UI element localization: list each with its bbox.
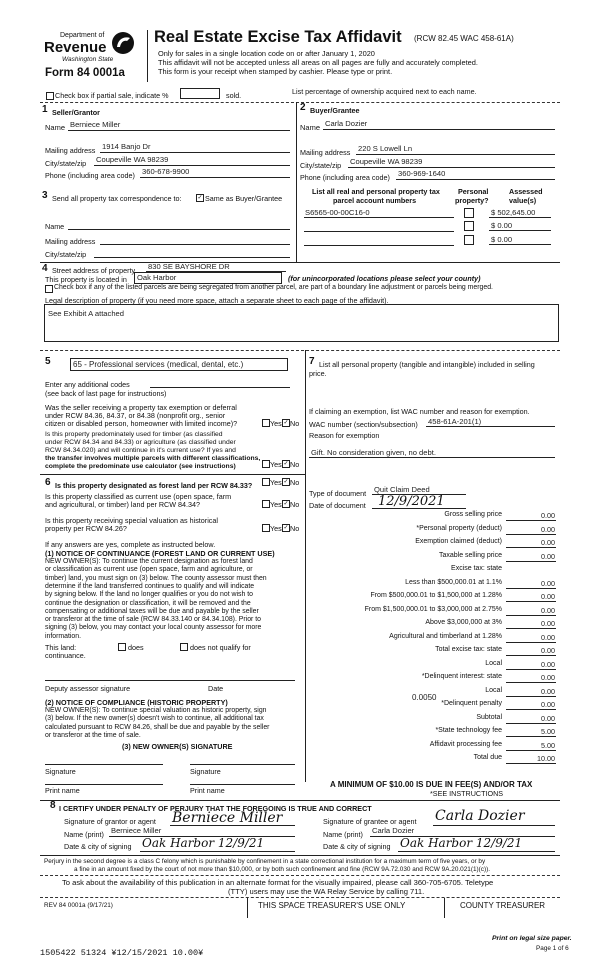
buyer-name-field[interactable]: Carla Dozier (325, 119, 368, 128)
owner-print-name-label-2: Print name (190, 786, 225, 795)
perjury-notice-1: Perjury in the second degree is a class C felony which is punishable by confinement in a state correctional institution for a maximum term of five years, or by (44, 858, 486, 865)
notice-compliance-title: (2) NOTICE OF COMPLIANCE (HISTORIC PROPERTY) (45, 698, 228, 707)
new-owner-signature-title: (3) NEW OWNER(S) SIGNATURE (122, 742, 233, 751)
grantor-date-city-field[interactable]: Oak Harbor 12/9/21 (142, 836, 265, 850)
tax-row-underline (506, 534, 556, 535)
grantee-date-city-label: Date & city of signing (323, 842, 391, 851)
notice-line: information. (45, 632, 82, 640)
grantor-name-label: Name (print) (64, 830, 104, 839)
timber-no-label: No (290, 460, 300, 469)
segregated-label: Check box if any of the listed parcels are being segregated from another parcel, are part of a boundary line adjustment or parcels being merged. (54, 284, 493, 291)
tax-row-label: From $500,000.01 to $1,500,000 at 1.28% (370, 592, 502, 599)
historic-yes-label: Yes (270, 524, 282, 533)
state-line: Washington State (62, 56, 114, 63)
unincorporated-note: (for unincorporated locations please select your county) (288, 274, 481, 283)
parcel-heading-2: parcel account numbers (333, 196, 417, 205)
tax-row-value[interactable]: 0.00 (541, 632, 555, 642)
exemption-no-label: No (290, 419, 300, 428)
section-7-number: 7 (309, 356, 315, 367)
forest-no-label: No (290, 478, 300, 487)
tax-row-label: Local (485, 659, 502, 667)
tax-row-label: From $1,500,000.01 to $3,000,000 at 2.75% (364, 605, 502, 613)
grantor-signature-label: Signature of grantor or agent (64, 817, 156, 826)
timber-question-e: complete the predominate use calculator (see instructions) (45, 463, 236, 470)
notice-line: or transferor at the time of sale. (45, 731, 141, 739)
seller-heading: Seller/Grantor (52, 108, 100, 117)
perjury-notice-2: a fine in an amount fixed by the court of not more than $10,000, or by both such confinement and fine (RCW 9A.72.030 and RCW 9A.20.021(1)(c)). (74, 866, 490, 873)
grantee-signature[interactable]: Carla Dozier (435, 808, 525, 824)
parcel-heading-1: List all real and personal property tax (312, 187, 440, 196)
buyer-city-label: City/state/zip (300, 161, 342, 170)
grantor-signature[interactable]: Berniece Miller (172, 810, 283, 826)
assessed-value-1[interactable]: $ 502,645.00 (491, 208, 536, 217)
personal-property-text-1: List all personal property (tangible and intangible) included in selling (319, 360, 535, 369)
additional-codes-note: (see back of last page for instructions) (45, 389, 167, 398)
assessed-heading-1: Assessed (509, 187, 543, 196)
historic-yes-checkbox[interactable] (262, 524, 270, 532)
tax-row-value[interactable]: 0.00 (541, 592, 555, 601)
buyer-phone-label: Phone (including area code) (300, 173, 390, 182)
exemption-yes-label: Yes (270, 419, 282, 428)
document-type-label: Type of document (309, 489, 367, 498)
exemption-yes-checkbox[interactable] (262, 419, 270, 427)
tax-row-underline (506, 696, 556, 697)
notice-line: signing (3) below, you may contact your local county assessor for more (45, 624, 262, 632)
forest-yes-label: Yes (270, 478, 282, 487)
exemption-claim-text: If claiming an exemption, list WAC number and reason for exemption. (309, 407, 530, 416)
owner-signature-label-2: Signature (190, 767, 221, 776)
timber-no-checkbox[interactable]: ✓ (283, 461, 289, 467)
tax-row-underline (506, 682, 556, 683)
tax-row-label: Local (485, 686, 502, 694)
tax-row-underline (506, 709, 556, 710)
sold-label: sold. (226, 91, 242, 100)
grantor-date-city-label: Date & city of signing (64, 842, 132, 851)
alt-format-notice-1: To ask about the availability of this publication in an alternate format for the visually impaired, please call 360-705-6705. Teletype (62, 878, 494, 887)
tax-row-value[interactable]: 0.00 (541, 524, 555, 534)
form-title: Real Estate Excise Tax Affidavit (154, 28, 402, 46)
exemption-question-1c: citizen or disabled person, homeowner with limited income)? (45, 419, 238, 428)
tax-row-label: Taxable selling price (438, 551, 502, 559)
personal-property-checkbox-3[interactable] (464, 235, 474, 245)
corr-name-label: Name (45, 222, 65, 231)
tax-row-value[interactable]: 0.00 (541, 605, 555, 615)
forest-yes-checkbox[interactable] (262, 478, 270, 486)
buyer-heading: Buyer/Grantee (310, 106, 360, 115)
tax-row-value[interactable]: 0.00 (541, 713, 555, 723)
deputy-signature-label: Deputy assessor signature (45, 684, 131, 693)
page-number: Page 1 of 6 (536, 945, 569, 952)
document-date-label: Date of document (309, 501, 366, 510)
notice-line: NEW OWNER(S): To continue the current designation as forest land (45, 558, 253, 565)
seller-name-field[interactable]: Berniece Miller (70, 120, 121, 129)
timber-question-d: the transfer involves multiple parcels with different classifications, (45, 455, 261, 462)
tax-row-value[interactable]: 5.00 (541, 740, 555, 750)
assessed-heading-2: value(s) (509, 196, 537, 205)
tax-row-label: Less than $500,000.01 at 1.1% (405, 578, 502, 586)
certify-statement: I CERTIFY UNDER PENALTY OF PERJURY THAT THE FOREGOING IS TRUE AND CORRECT (59, 804, 372, 813)
tax-row-label: Affidavit processing fee (429, 740, 502, 748)
county-treasurer-label: COUNTY TREASURER (460, 901, 546, 910)
tax-row-value[interactable]: 0.00 (541, 619, 555, 628)
tax-row-label: Total excise tax: state (435, 646, 502, 653)
ownership-note: List percentage of ownership acquired next to each name. (292, 87, 477, 96)
section-1-number: 1 (42, 104, 48, 115)
seller-mailing-label: Mailing address (45, 146, 96, 155)
tax-row-label: Excise tax: state (451, 565, 502, 572)
same-as-buyer-checkbox[interactable]: ✓ (197, 195, 203, 201)
owner-print-name-label-1: Print name (45, 786, 80, 795)
street-address-field[interactable]: 830 SE BAYSHORE DR (148, 262, 230, 271)
exemption-no-checkbox[interactable]: ✓ (283, 420, 289, 426)
notice-line-1: Only for sales in a single location code on or after January 1, 2020 (158, 49, 375, 58)
tax-row-underline (506, 520, 556, 521)
notice-line: by signing below. If the land no longer qualifies or you do not wish to (45, 591, 254, 599)
land-use-code-value: 65 - Professional services (medical, dental, etc.) (73, 360, 244, 369)
grantor-name-field[interactable]: Berniece Miller (111, 826, 162, 835)
seller-city-label: City/state/zip (45, 159, 87, 168)
tax-row-label: Exemption claimed (deduct) (415, 538, 502, 545)
dept-line: Department of (60, 32, 105, 39)
location-value: Oak Harbor (137, 273, 177, 282)
continuance-label: continuance. (45, 651, 86, 660)
notice-continuance-title: (1) NOTICE OF CONTINUANCE (FOREST LAND OR CURRENT USE) (45, 549, 275, 558)
grantee-name-label: Name (print) (323, 830, 363, 839)
current-use-question-a: Is this property classified as current use (open space, farm (45, 492, 232, 501)
forest-no-checkbox[interactable]: ✓ (283, 479, 289, 485)
document-type-field[interactable]: Quit Claim Deed (374, 485, 430, 494)
tax-row-underline (506, 628, 556, 629)
tax-row-underline (506, 547, 556, 548)
tax-row-label: Agricultural and timberland at 1.28% (389, 632, 502, 640)
legal-description-value: See Exhibit A attached (48, 309, 124, 318)
see-instructions-note: *SEE INSTRUCTIONS (430, 789, 504, 798)
notice-line: continue the designation or classification, it will be removed and the (45, 599, 251, 607)
this-land-label: This land: (45, 643, 77, 652)
tax-row-label: *State technology fee (435, 727, 502, 734)
personal-property-checkbox-2[interactable] (464, 221, 474, 231)
historic-no-label: No (290, 524, 300, 533)
notice-line: compensating or additional taxes will be due and payable by the seller (45, 607, 259, 615)
notice-line-2: This affidavit will not be accepted unless all areas on all pages are fully and accurately completed. (158, 58, 478, 67)
current-use-no-label: No (290, 500, 300, 509)
wac-number-label: WAC number (section/subsection) (309, 420, 418, 429)
grantee-name-field[interactable]: Carla Dozier (372, 826, 415, 835)
tax-row-value[interactable]: 0.00 (541, 700, 555, 709)
legal-description-label: Legal description of property (if you need more space, attach a separate sheet to each page of the affidavit). (45, 296, 389, 305)
notice-line: or transferor at the time of sale (RCW 84.33.140 or 84.34.108). Prior to (45, 616, 262, 624)
buyer-mailing-field[interactable]: 220 S Lowell Ln (358, 144, 413, 153)
does-qualify-checkbox[interactable] (118, 643, 126, 651)
tax-row-underline (506, 601, 556, 602)
buyer-mailing-label: Mailing address (300, 148, 351, 157)
treasurer-use-label: THIS SPACE TREASURER'S USE ONLY (258, 901, 406, 910)
cashier-stamp: 1505422 51324 ¥12/15/2021 10.00¥ (40, 948, 204, 958)
tax-row-underline (506, 763, 556, 764)
alt-format-notice-2: (TTY) users may use the WA Relay Service by calling 711. (228, 887, 425, 896)
tax-row-value[interactable]: 5.00 (541, 727, 555, 736)
historic-question-a: Is this property receiving special valuation as historical (45, 516, 218, 525)
section-5-number: 5 (45, 356, 51, 367)
buyer-city-field[interactable]: Coupeville WA 98239 (350, 157, 423, 166)
segregated-checkbox[interactable] (45, 285, 53, 293)
same-as-buyer-label: Same as Buyer/Grantee (205, 194, 283, 203)
tax-row-label: Total due (473, 754, 502, 761)
personal-heading-2: property? (455, 196, 489, 205)
corr-city-label: City/state/zip (45, 250, 87, 259)
tax-row-value[interactable]: 0.00 (541, 538, 555, 547)
tax-row-label: Subtotal (476, 713, 502, 721)
does-not-label: does not qualify for (190, 643, 251, 652)
timber-yes-label: Yes (270, 460, 282, 469)
tax-row-underline (506, 723, 556, 724)
minimum-due-note: A MINIMUM OF $10.00 IS DUE IN FEE(S) AND/OR TAX (330, 780, 533, 789)
current-use-no-checkbox[interactable]: ✓ (283, 501, 289, 507)
notice-line: calculated pursuant to RCW 84.26, shall be due and payable by the seller (45, 723, 270, 731)
owner-signature-label-1: Signature (45, 767, 76, 776)
tax-row-value[interactable]: 0.00 (541, 659, 555, 669)
tax-row-value[interactable]: 0.00 (541, 578, 555, 588)
revision-label: REV 84 0001a (9/17/21) (44, 902, 113, 909)
tax-row-underline (506, 615, 556, 616)
current-use-question-b: and agricultural, or timber) land per RCW 84.34? (45, 500, 201, 509)
tax-row-label: *Personal property (deduct) (416, 524, 502, 532)
section-4-number: 4 (42, 263, 48, 274)
seller-city-field[interactable]: Coupeville WA 98239 (96, 155, 169, 164)
tax-row-underline (506, 588, 556, 589)
rcw-ref: (RCW 82.45 WAC 458-61A) (414, 34, 514, 43)
notice-line: timber) land, you must sign on (3) below. The county assessor must then (45, 574, 267, 582)
does-label: does (128, 643, 144, 652)
corr-mailing-label: Mailing address (45, 237, 96, 246)
local-rate-field[interactable]: 0.0050 (412, 693, 437, 702)
personal-heading-1: Personal (458, 187, 489, 196)
exemption-question-1b: under RCW 84.36, 84.37, or 84.38 (nonprofit org., senior (45, 411, 226, 420)
historic-question-b: property per RCW 84.26? (45, 524, 127, 533)
tax-row-underline (506, 561, 556, 562)
section-2-number: 2 (300, 102, 306, 113)
partial-sale-label: Check box if partial sale, indicate % (55, 91, 169, 100)
tax-row-underline (506, 736, 556, 737)
additional-codes-label: Enter any additional codes (45, 380, 130, 389)
notice-line: determine if the land transferred continues to qualify and will indicate (45, 582, 255, 590)
tax-row-value[interactable]: 0.00 (541, 686, 555, 696)
seller-mailing-field[interactable]: 1914 Banjo Dr (102, 142, 151, 151)
tax-row-value[interactable]: 0.00 (541, 646, 555, 655)
timber-question-a: Is this property predominately used for timber (as classified (45, 431, 223, 438)
revenue-logo-icon (110, 30, 136, 56)
assessed-value-2[interactable]: $ 0.00 (491, 221, 513, 230)
historic-no-checkbox[interactable]: ✓ (283, 525, 289, 531)
correspondence-label: Send all property tax correspondence to: (52, 194, 182, 203)
legal-paper-note: Print on legal size paper. (492, 935, 572, 942)
timber-question-b: under RCW 84.34 and 84.33) or agriculture (as classified under (45, 439, 236, 446)
does-not-qualify-checkbox[interactable] (180, 643, 188, 651)
document-date-field[interactable]: 12/9/2021 (378, 494, 445, 509)
tax-row-underline (506, 669, 556, 670)
exemption-reason-label: Reason for exemption (309, 431, 380, 440)
section-3-number: 3 (42, 190, 48, 201)
any-yes-note: If any answers are yes, complete as instructed below. (45, 540, 216, 549)
tax-row-label: Above $3,000,000 at 3% (425, 619, 502, 626)
buyer-name-label: Name (300, 123, 321, 132)
partial-sale-percent-field[interactable] (180, 88, 220, 99)
notice-line: NEW OWNER(S): To continue special valuation as historic property, sign (45, 707, 267, 714)
exemption-reason-field[interactable]: Gift. No consideration given, no debt. (311, 448, 436, 457)
seller-phone-field[interactable]: 360-678-9900 (142, 167, 190, 176)
timber-question-c: RCW 84.34.020) and will continue in it's current use? If yes and (45, 447, 236, 454)
tax-row-underline (506, 655, 556, 656)
tax-row-label: *Delinquent penalty (441, 700, 502, 707)
section-6-number: 6 (45, 477, 51, 488)
tax-row-value[interactable]: 10.00 (537, 754, 555, 763)
notice-line: (3) below. If the new owner(s) doesn't wish to continue, all additional tax (45, 715, 264, 723)
tax-row-value[interactable]: 0.00 (541, 551, 555, 561)
deputy-date-label: Date (208, 684, 224, 693)
current-use-yes-label: Yes (270, 500, 282, 509)
personal-property-text-2: price. (309, 369, 327, 378)
located-label: This property is located in (45, 275, 127, 284)
notice-line: or classification as current use (open space, farm and agriculture, or (45, 566, 253, 574)
seller-name-label: Name (45, 123, 66, 132)
tax-row-value[interactable]: 0.00 (541, 673, 555, 682)
partial-sale-checkbox[interactable] (46, 92, 54, 100)
grantee-date-city-field[interactable]: Oak Harbor 12/9/21 (400, 836, 523, 850)
tax-row-label: *Delinquent interest: state (421, 673, 502, 680)
current-use-yes-checkbox[interactable] (262, 500, 270, 508)
section-8-number: 8 (50, 800, 56, 811)
seller-phone-label: Phone (including area code) (45, 171, 135, 180)
tax-row-underline (506, 750, 556, 751)
forest-question: Is this property designated as forest land per RCW 84.33? (55, 481, 253, 490)
tax-row-label: Gross selling price (444, 511, 502, 518)
buyer-phone-field[interactable]: 360-969-1640 (398, 169, 446, 178)
exemption-question-1a: Was the seller receiving a property tax exemption or deferral (45, 403, 237, 412)
tax-row-underline (506, 642, 556, 643)
tax-row-value[interactable]: 0.00 (541, 511, 555, 520)
personal-property-checkbox-1[interactable] (464, 208, 474, 218)
timber-yes-checkbox[interactable] (262, 460, 270, 468)
wac-number-field[interactable]: 458-61A-201(1) (428, 417, 482, 426)
notice-line-3: This form is your receipt when stamped by cashier. Please type or print. (158, 67, 393, 76)
form-number: Form 84 0001a (45, 67, 125, 79)
revenue-logo-text: Revenue (44, 39, 107, 56)
street-label: Street address of property (52, 266, 136, 275)
grantee-signature-label: Signature of grantee or agent (323, 817, 417, 826)
parcel-number-1[interactable]: S6565-00-00C16-0 (305, 208, 370, 217)
assessed-value-3[interactable]: $ 0.00 (491, 235, 513, 244)
